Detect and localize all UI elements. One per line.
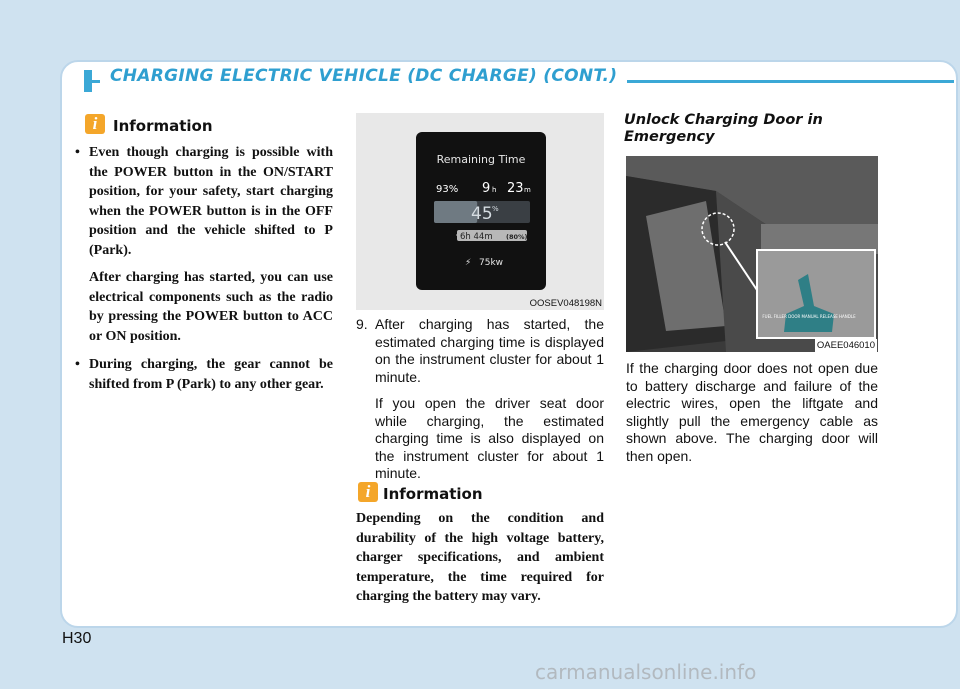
image-code: OAEE046010 [816,340,875,351]
trunk-graphic [626,156,878,352]
cluster-hours-unit: h [492,186,497,194]
step-text-cont: If you open the driver seat door while charging, the estimated charging time is also displayed on the instrument cluster for about 1 minute. [375,395,604,481]
step-number: 9. [356,316,368,332]
instrument-cluster-image [356,113,604,310]
image-code: OOSEV048198N [529,298,602,309]
cluster-graphic [416,132,546,290]
info-heading: Information [113,117,213,135]
info-bullet [75,355,333,394]
emergency-heading: Unlock Charging Door in Emergency [624,112,823,145]
page-number: H30 [62,630,92,647]
cluster-display [416,132,546,290]
bullet-text: During charging, the gear cannot be shifted from P (Park) to any other gear. [89,357,333,392]
emergency-text: If the charging door does not open due to battery discharge and failure of the electric wires, open the liftgate and slightly pull the emergency cable as shown above. The charging door will then open. [626,360,878,464]
trunk-image [626,156,878,352]
bullet-text: Even though charging is possible with the POWER button in the ON/START position, for your safety, start charging when the POWER button is in the OFF position and the vehicle shifted to P (Park). [89,145,333,258]
battery-level: 45 [471,204,493,224]
cluster-minutes-unit: m [524,186,531,194]
cluster-hours: 9 [482,181,491,196]
mid-info-body: Depending on the condition and durability of the high voltage battery, charger specifications, and ambient temperature, the time required for charging the battery may vary. [356,511,604,604]
cluster-title: Remaining Time [436,153,526,166]
info-icon: i [85,114,105,134]
bullet-continuation: After charging has started, you can use electrical components such as the radio by pressing the POWER button to ACC or ON position. [89,270,333,344]
info-icon: i [358,482,378,502]
target-percent: (80%) [506,233,528,241]
title-marker [84,70,92,92]
release-tag-text: FUEL FILLER DOOR MANUAL RELEASE HANDLE [762,314,856,319]
battery-unit: % [492,205,499,213]
numbered-step [356,316,604,483]
step-9 [356,316,604,492]
lightning-icon: ⚡ [465,258,472,268]
cluster-percent: 93% [436,184,459,195]
info-bullet [75,143,333,346]
left-info-body [75,143,333,403]
cluster-minutes: 23 [507,181,524,196]
time-to-target: 6h 44m [460,232,493,242]
info-heading: Information [383,485,483,503]
step-text: After charging has started, the estimated charging time is displayed on the instrument cluster for about 1 minute. [375,316,604,385]
watermark: carmanualsonline.info [535,660,757,684]
charge-power: 75kw [479,258,504,268]
section-title: CHARGING ELECTRIC VEHICLE (DC CHARGE) (CONT.) [100,66,627,86]
